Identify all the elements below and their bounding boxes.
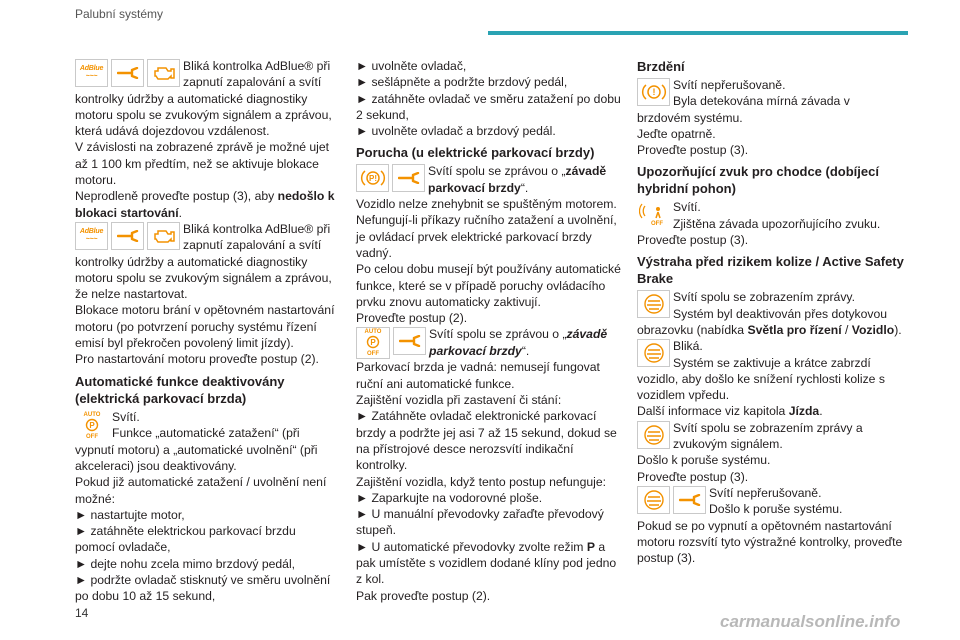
- auto-step-1: ► nastartujte motor,: [75, 507, 185, 522]
- fault-step-1: ► Zatáhněte ovladač elektronické parkovací brzdy a podržte jej asi 7 až 15 sekund, dokud se na přístrojové desce nerozsvítí indikační kontrolky.: [356, 409, 617, 473]
- collision-row-3: [637, 420, 907, 453]
- collision-text2: vozidlo, aby došlo ke snížení rychlosti kolize s vozidlem vpředu.: [637, 371, 885, 403]
- collision-side3: Bliká.: [673, 339, 703, 354]
- adblue-2-text: kontrolky údržby a automatické diagnostiky motoru spolu se zvukovým signálem a zprávou, že nelze nastartovat.: [75, 254, 332, 302]
- brakes-text2: Jeďte opatrně.: [637, 126, 716, 141]
- step-1: ► uvolněte ovladač,: [356, 59, 467, 73]
- svg-text:P: P: [370, 338, 376, 348]
- fault-heading: Porucha (u elektrické parkovací brzdy): [356, 145, 595, 161]
- collision-side7: Došlo k poruše systému.: [709, 502, 843, 517]
- adblue-1-text: kontrolky údržby a automatické diagnostiky motoru spolu se zvukovým signálem a zprávou, která udává dojezdovou vzdálenost.: [75, 91, 332, 139]
- auto-parking-brake-off-icon: AUTO P OFF: [75, 410, 109, 442]
- watermark: carmanualsonline.info: [720, 612, 901, 631]
- fault-step-4: ► U automatické převodovky zvolte režim P a pak umístěte s vozidlem dodané klíny pod jedno z kol.: [356, 539, 617, 587]
- brakes-heading: Brzdění: [637, 59, 685, 74]
- collision-heading: Výstraha před rizikem kolize / Active Safety Brake: [637, 254, 904, 287]
- collision-row-2: [637, 338, 907, 371]
- fault-text7: Zajištění vozidla, když tento postup nefunguje:: [356, 474, 606, 489]
- adblue-warning-1: [75, 58, 337, 91]
- auto-step-3: ► dejte nohu zcela mimo brzdový pedál,: [75, 556, 296, 571]
- adblue-2-text2: Blokace motoru brání v opětovném nastartování motoru (po potvrzení poruchy systému řízení emisí byl překročen povolený limit jízdy).: [75, 303, 335, 351]
- wrench-icon: [111, 222, 144, 250]
- engine-icon: [147, 59, 180, 87]
- auto-side2: Funkce „automatické zatažení“ (při: [112, 425, 300, 440]
- collision-text: obrazovku (nabídka Světla pro řízení / Vozidlo).: [637, 322, 902, 337]
- step-3: ► zatáhněte ovladač ve směru zatažení po dobu 2 sekund,: [356, 91, 621, 122]
- fault-text4: Proveďte postup (2).: [356, 311, 468, 326]
- collision-row-1: [637, 289, 907, 322]
- wrench-icon: [392, 164, 425, 192]
- brake-fault-icon: [356, 164, 389, 192]
- step-2: ► sešlápněte a podržte brzdový pedál,: [356, 75, 568, 90]
- pedestrian-sound-off-icon: [637, 200, 670, 228]
- collision-warning-icon: [637, 421, 670, 449]
- adblue-1-text2: V závislosti na zobrazené zprávě je možné ujet až 1 100 km předtím, než se aktivuje blokace motoru.: [75, 140, 330, 188]
- fault-text2: Nefungují-li příkazy ručního zatažení a uvolnění, je ovládací prvek elektrické parkovací brzdy vadný.: [356, 213, 617, 260]
- wrench-icon: [393, 327, 426, 355]
- collision-text5: Proveďte postup (3).: [637, 469, 749, 484]
- svg-text:P!: P!: [368, 174, 377, 184]
- brakes-text3: Proveďte postup (3).: [637, 143, 749, 158]
- auto-functions-heading: Automatické funkce deaktivovány (elektrická parkovací brzda): [75, 373, 285, 406]
- fault-row-1: [356, 163, 622, 196]
- collision-side6: Svítí nepřerušovaně.: [709, 485, 822, 500]
- adblue-1-side-text: Bliká kontrolka AdBlue® při zapnutí zapalování a svítí: [183, 59, 331, 90]
- adblue-2-text3: Pro nastartování motoru proveďte postup (2).: [75, 352, 319, 367]
- brakes-side1: Svítí nepřerušovaně.: [673, 78, 786, 92]
- adblue-icon: AdBlue ~~~: [75, 59, 108, 87]
- wrench-icon: [673, 486, 706, 514]
- collision-warning-icon: [637, 486, 670, 514]
- brakes-side2: Byla detekována mírná závada v: [673, 94, 850, 109]
- fault-row-2: [356, 326, 622, 359]
- fault-text5: Parkovací brzda je vadná: nemusejí fungovat ruční ani automatické funkce.: [356, 360, 600, 391]
- fault-text6: Zajištění vozidla při zastavení či stání:: [356, 393, 562, 408]
- pedestrian-side1: Svítí.: [673, 200, 701, 215]
- collision-side5: Svítí spolu se zobrazením zprávy a zvukovým signálem.: [673, 420, 863, 452]
- auto-side1: Svítí.: [112, 409, 140, 424]
- page-header-title: Palubní systémy: [75, 7, 164, 21]
- adblue-2-side-text: Bliká kontrolka AdBlue® při zapnutí zapalování a svítí: [183, 221, 331, 253]
- collision-warning-icon: [637, 290, 670, 318]
- fault-text8: Pak proveďte postup (2).: [356, 588, 491, 603]
- fault-text3: Po celou dobu musejí být používány automatické funkce, které se v případě poruchy ovládacího prvku znovu automaticky zaktivují.: [356, 262, 621, 309]
- column-left: [75, 58, 337, 605]
- auto-parking-brake-off-icon: AUTO P OFF: [356, 327, 390, 359]
- collision-side1: Svítí spolu se zobrazením zprávy.: [673, 290, 855, 305]
- pedestrian-text: Proveďte postup (3).: [637, 233, 749, 248]
- collision-warning-icon: [637, 339, 670, 367]
- fault-side-text: Svítí spolu se zprávou o „závadě parkovací brzdy“.: [428, 164, 607, 195]
- adblue-1-text3: Neprodleně proveďte postup (3), aby nedošlo k blokaci startování.: [75, 189, 335, 220]
- brakes-text: brzdovém systému.: [637, 110, 743, 125]
- engine-icon: [147, 222, 180, 250]
- collision-side2: Systém byl deaktivován přes dotykovou: [673, 306, 888, 321]
- fault-step-2: ► Zaparkujte na vodorovné ploše.: [356, 490, 543, 505]
- header-accent-bar: [488, 31, 908, 35]
- collision-text4: Došlo k poruše systému.: [637, 453, 771, 468]
- brakes-row: [637, 77, 907, 110]
- wrench-icon: [111, 59, 144, 87]
- page-number: 14: [75, 606, 89, 620]
- collision-side4: Systém se zaktivuje a krátce zabrzdí: [673, 355, 871, 370]
- fault-side-text-2: Svítí spolu se zprávou o „závadě parkovací brzdy“.: [429, 327, 608, 358]
- pedestrian-row: [637, 199, 907, 232]
- column-right: [637, 58, 907, 566]
- auto-step-2: ► zatáhněte elektrickou parkovací brzdu pomocí ovladače,: [75, 524, 296, 555]
- auto-step-4: ► podržte ovladač stisknutý ve směru uvolnění po dobu 10 až 15 sekund,: [75, 573, 331, 604]
- adblue-icon: AdBlue ~~~: [75, 222, 108, 250]
- svg-text:!: !: [652, 87, 655, 97]
- fault-text: Vozidlo nelze znehybnit se spuštěným motorem.: [356, 197, 617, 212]
- fault-step-3: ► U manuální převodovky zařaďte převodový stupeň.: [356, 507, 604, 538]
- pedestrian-heading: Upozorňující zvuk pro chodce (dobíjecí hybridní pohon): [637, 164, 879, 197]
- pedestrian-side2: Zjištěna závada upozorňujícího zvuku.: [673, 216, 881, 231]
- column-middle: [356, 58, 622, 604]
- step-4: ► uvolněte ovladač a brzdový pedál.: [356, 124, 556, 139]
- svg-text:P: P: [89, 420, 95, 430]
- collision-row-4: [637, 485, 907, 518]
- auto-functions-row: [75, 409, 337, 442]
- collision-text3: Další informace viz kapitola Jízda.: [637, 404, 823, 419]
- auto-text: vypnutí motoru) a „automatické uvolnění“ (při akceleraci) jsou deaktivovány.: [75, 442, 318, 473]
- auto-text2: Pokud již automatické zatažení / uvolnění není možné:: [75, 475, 327, 506]
- svg-text:OFF: OFF: [650, 221, 663, 227]
- brake-warning-icon: [637, 78, 670, 106]
- adblue-warning-2: [75, 221, 337, 254]
- collision-text6: Pokud se po vypnutí a opětovném nastartování motoru rozsvítí tyto výstražné kontrolky, proveďte postup (3).: [637, 518, 903, 566]
